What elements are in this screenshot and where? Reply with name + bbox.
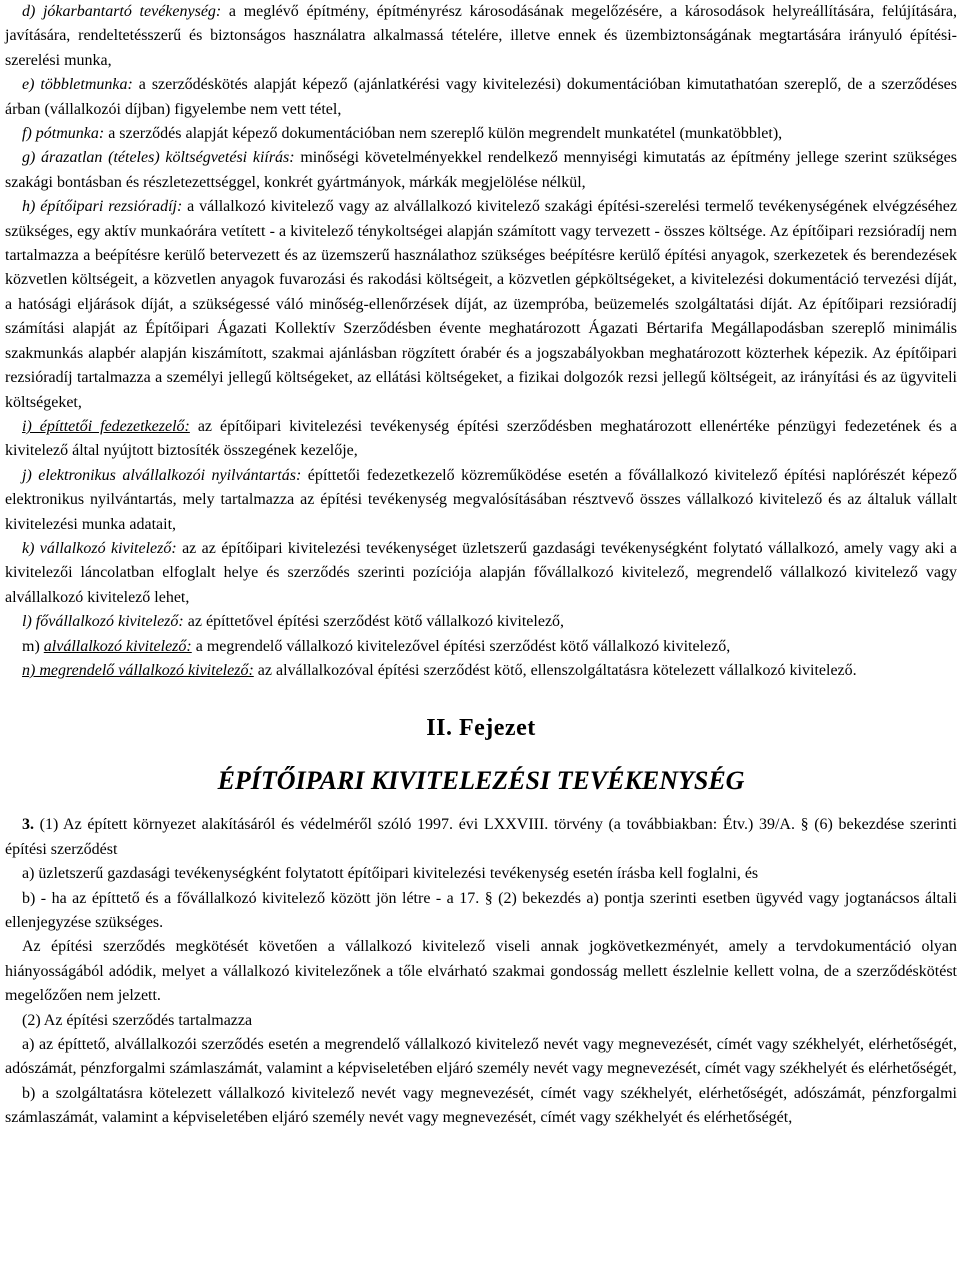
term-j: j) elektronikus alvállalkozói nyilvántartás: xyxy=(22,466,302,484)
definition-i xyxy=(5,415,957,464)
text-k: az az építőipari kivitelezési tevékenységet üzletszerű gazdasági tevékenységként folytató vállalkozó, amely vagy aki a kivitelezői láncolatban elfoglalt helye és szerződés szerinti pozíciója alapján fővállalkozó kivitelező, megrendelő vállalkozó kivitelező vagy alvállalkozó kivitelező lehet, xyxy=(5,539,958,606)
text-f: a szerződés alapját képező dokumentációban nem szereplő külön megrendelt munkatétel (munkatöbblet), xyxy=(104,125,783,143)
text-g: minőségi követelményekkel rendelkező mennyiségi kimutatás az építmény jellege szerint szükséges szakági bontásban és részletezettséggel, konkrét gyártmányok, márkák megjelölése nélkül, xyxy=(5,149,958,191)
definition-m xyxy=(5,635,957,659)
term-n: n) megrendelő vállalkozó kivitelező: xyxy=(22,661,254,679)
term-i: i) építtetői fedezetkezelő: xyxy=(22,417,190,435)
text-n: az alvállalkozóval építési szerződést kötő, ellenszolgáltatásra kötelezett vállalkozó kivitelező. xyxy=(253,661,857,679)
prefix-m: m) xyxy=(22,637,44,655)
definition-l xyxy=(5,610,957,634)
text-m: a megrendelő vállalkozó kivitelezővel építési szerződést kötő vállalkozó kivitelező, xyxy=(191,637,731,655)
term-k: k) vállalkozó kivitelező: xyxy=(22,539,177,557)
section-3-point-a: a) üzletszerű gazdasági tevékenységként folytatott építőipari kivitelezési tevékenység esetén írásba kell foglalni, és xyxy=(22,865,759,883)
definition-e xyxy=(5,73,957,122)
term-e: e) többletmunka: xyxy=(22,76,133,94)
term-m: alvállalkozó kivitelező: xyxy=(43,637,192,655)
definition-j xyxy=(5,464,957,537)
text-e: a szerződéskötés alapját képező (ajánlatkérési vagy kivitelezési) dokumentációban kimutathatóan szereplő, de a szerződéses árban (vállalkozói díjban) figyelembe nem vett tétel, xyxy=(5,76,957,118)
chapter-title: ÉPÍTŐIPARI KIVITELEZÉSI TEVÉKENYSÉG xyxy=(217,766,745,796)
term-d: d) jókarbantartó tevékenység: xyxy=(22,3,222,20)
section-number: 3. xyxy=(22,816,34,834)
definition-n xyxy=(5,659,957,683)
term-g: g) árazatlan (tételes) költségvetési kiírás: xyxy=(22,149,295,167)
term-f: f) pótmunka: xyxy=(22,125,105,143)
text-i: az építőipari kivitelezési tevékenység építési szerződésben meghatározott ellenértéke pénzügyi fedezetének és a kivitelező által nyújtott biztosíték összegének kezelője, xyxy=(5,417,958,460)
definition-k xyxy=(5,537,957,610)
section-3-subsection-2-b: b) a szolgáltatásra kötelezett vállalkozó kivitelező nevét vagy megnevezését, címét vagy székhelyét, elérhetőségét, adószámát, pénzforgalmi számlaszámát, valamint a képviseletében eljáró személy nevét vagy megnevezését, címét vagy székhelyét és elérhetőségét, xyxy=(5,1084,957,1127)
text-j: építtetői fedezetkezelő közreműködése esetén a fővállalkozó kivitelező építési naplórészét képező elektronikus nyilvántartás, mely tartalmazza az építési tevékenység megvalósításában résztvevő összes vállalkozó kivitelező és az általuk vállalt kivitelezési munka adatait, xyxy=(5,466,958,533)
section-3-paragraph: Az építési szerződés megkötését követően a vállalkozó kivitelező viseli annak jogkövetkezményét, amely a tervdokumentáció olyan hiányosságából adódik, melyet a vállalkozó kivitelezőnek a tőle elvárható szakmai gondosság mellett észlelnie kellett volna, de a szerződéskötést megelőzően nem jelzett. xyxy=(5,938,957,1005)
section-3-intro-text: (1) Az épített környezet alakításáról és védelméről szóló 1997. évi LXXVIII. törvény (a továbbiakban: Étv.) 39/A. § (6) bekezdése szerinti építési szerződést xyxy=(5,816,957,858)
definition-h xyxy=(5,195,957,415)
term-l: l) fővállalkozó kivitelező: xyxy=(22,613,184,631)
section-3-point-b: b) - ha az építtető és a fővállalkozó kivitelező között jön létre - a 17. § (2) bekezdés a) pontja szerinti esetben ügyvéd vagy jogtanácsos általi ellenjegyzése szükséges. xyxy=(5,889,957,931)
section-3-intro xyxy=(5,813,957,862)
text-h: a vállalkozó kivitelező vagy az alvállalkozó kivitelező szakági építési-szerelési termelő tevékenységének elvégzéséhez szükséges, egy aktív munkaórára vetített - a kivitelező ténykoltségei alapján számított vagy tervezett - összes költsége. Az építőipari rezsióradíj nem tartalmazza a beépítésre kerülő betervezett és az üzemszerű használathoz szükséges beépítésre kerülő építési anyagok, szerkezetek és berendezések közvetlen költségeit, a közvetlen anyagok fuvarozási és rakodási költségeit, a közvetlen gépköltségeket, a kivitelezési dokumentáció tervezési díját, a hatósági eljárások díját, a szükségessé váló minőség-ellenőrzések díját, az üzempróba, beüzemelés szolgáltatási díját. Az építőipari rezsióradíj számítási alapját az Építőipari Ágazati Kollektív Szerződésben évente meghatározott Ágazati Bértarifa Megállapodásban szereplő minimális szakmunkás alapbér alapján kiszámított, szakmai ajánlásban rögzített órabér és a jogszabályokban meghatározott közterhek képezik. Az építőipari rezsióradíj tartalmazza a személyi jellegű költségeket, az ellátási költségeket, a fizikai dolgozók rezsi jellegű költségeit, az irányítási és az ügyviteli költségeket, xyxy=(5,198,958,411)
definition-f xyxy=(5,122,957,146)
text-d: a meglévő építmény, építményrész károsodásának megelőzésére, a károsodások helyreállítására, felújítására, javítására, rendeltetésszerű és biztonságos használatra alkalmassá tételére, illetve ennek és üzembiztonságának megtartására irányuló építési-szerelési munka, xyxy=(5,3,958,69)
text-l: az építtetővel építési szerződést kötő vállalkozó kivitelező, xyxy=(183,613,565,631)
term-h: h) építőipari rezsióradíj: xyxy=(22,198,183,216)
section-3-subsection-2: (2) Az építési szerződés tartalmazza xyxy=(22,1011,253,1029)
chapter-number: II. Fejezet xyxy=(426,715,536,742)
section-3-subsection-2-a: a) az építtető, alvállalkozói szerződés esetén a megrendelő vállalkozó kivitelező nevét vagy megnevezését, címét vagy székhelyét, elérhetőségét, adószámát, pénzforgalmi számlaszámát, valamint a képviseletében eljáró személy nevét vagy megnevezését, címét vagy székhelyét és elérhetőségét, xyxy=(5,1036,957,1078)
definition-d xyxy=(5,0,957,73)
definition-g xyxy=(5,146,957,195)
